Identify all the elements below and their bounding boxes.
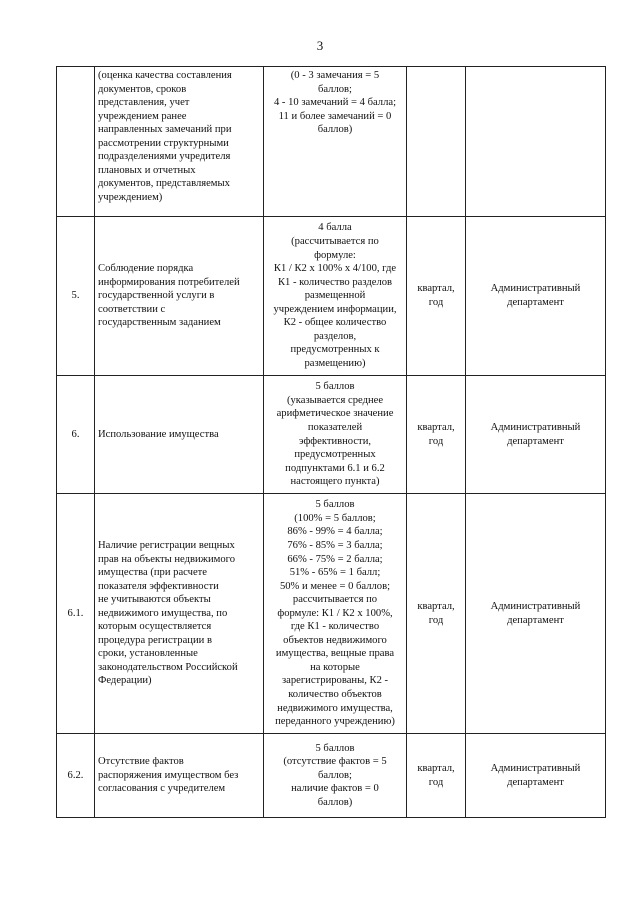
responsible-department — [466, 67, 606, 217]
responsible-department: Административный департамент — [466, 217, 606, 376]
row-number: 5. — [57, 217, 95, 376]
row-number: 6.2. — [57, 734, 95, 818]
table-row — [57, 217, 606, 376]
criterion-score: 5 баллов (указывается среднее арифметическое значение показателей эффективности, предусмотренных подпунктами 6.1 и 6.2 настоящего пункта) — [264, 376, 407, 494]
table-row — [57, 734, 606, 818]
criterion-name: Соблюдение порядка информирования потребителей государственной услуги в соответствии с государственным заданием — [95, 217, 264, 376]
criterion-name: (оценка качества составления документов, сроков представления, учет учреждением ранее направленных замечаний при рассмотрении структурными подразделениями учредителя плановых и отчетных документов, представляемых учреждением) — [95, 67, 264, 217]
table-row — [57, 67, 606, 217]
criterion-score: 5 баллов (отсутствие фактов = 5 баллов; наличие фактов = 0 баллов) — [264, 734, 407, 818]
reporting-period: квартал, год — [407, 376, 466, 494]
responsible-department: Административный департамент — [466, 494, 606, 734]
row-number — [57, 67, 95, 217]
criterion-score: (0 - 3 замечания = 5 баллов; 4 - 10 замечаний = 4 балла; 11 и более замечаний = 0 баллов) — [264, 67, 407, 217]
page-number: 3 — [316, 38, 324, 53]
reporting-period: квартал, год — [407, 217, 466, 376]
responsible-department: Административный департамент — [466, 734, 606, 818]
criterion-score: 4 балла (рассчитывается по формуле: К1 / К2 х 100% х 4/100, где К1 - количество разделов размещенной учреждением информации, К2 - общее количество разделов, предусмотренных к размещению) — [264, 217, 407, 376]
criterion-name: Наличие регистрации вещных прав на объекты недвижимого имущества (при расчете показателя эффективности не учитываются объекты недвижимого имущества, по которым осуществляется процедура регистрации в сроки, установленные законодательством Российской Федерации) — [95, 494, 264, 734]
criterion-name: Использование имущества — [95, 376, 264, 494]
reporting-period — [407, 67, 466, 217]
table-row — [57, 376, 606, 494]
criterion-score: 5 баллов (100% = 5 баллов; 86% - 99% = 4 балла; 76% - 85% = 3 балла; 66% - 75% = 2 балла; 51% - 65% = 1 балл; 50% и менее = 0 баллов; рассчитывается по формуле: К1 / К2 х 100%, где К1 - количество объектов недвижимого имущества, вещные права на которые зарегистрированы, К2 - количество объектов недвижимого имущества, переданного учреждению) — [264, 494, 407, 734]
criteria-table — [56, 66, 606, 818]
reporting-period: квартал, год — [407, 494, 466, 734]
responsible-department: Административный департамент — [466, 376, 606, 494]
criterion-name: Отсутствие фактов распоряжения имуществом без согласования с учредителем — [95, 734, 264, 818]
row-number: 6. — [57, 376, 95, 494]
reporting-period: квартал, год — [407, 734, 466, 818]
row-number: 6.1. — [57, 494, 95, 734]
table-row — [57, 494, 606, 734]
